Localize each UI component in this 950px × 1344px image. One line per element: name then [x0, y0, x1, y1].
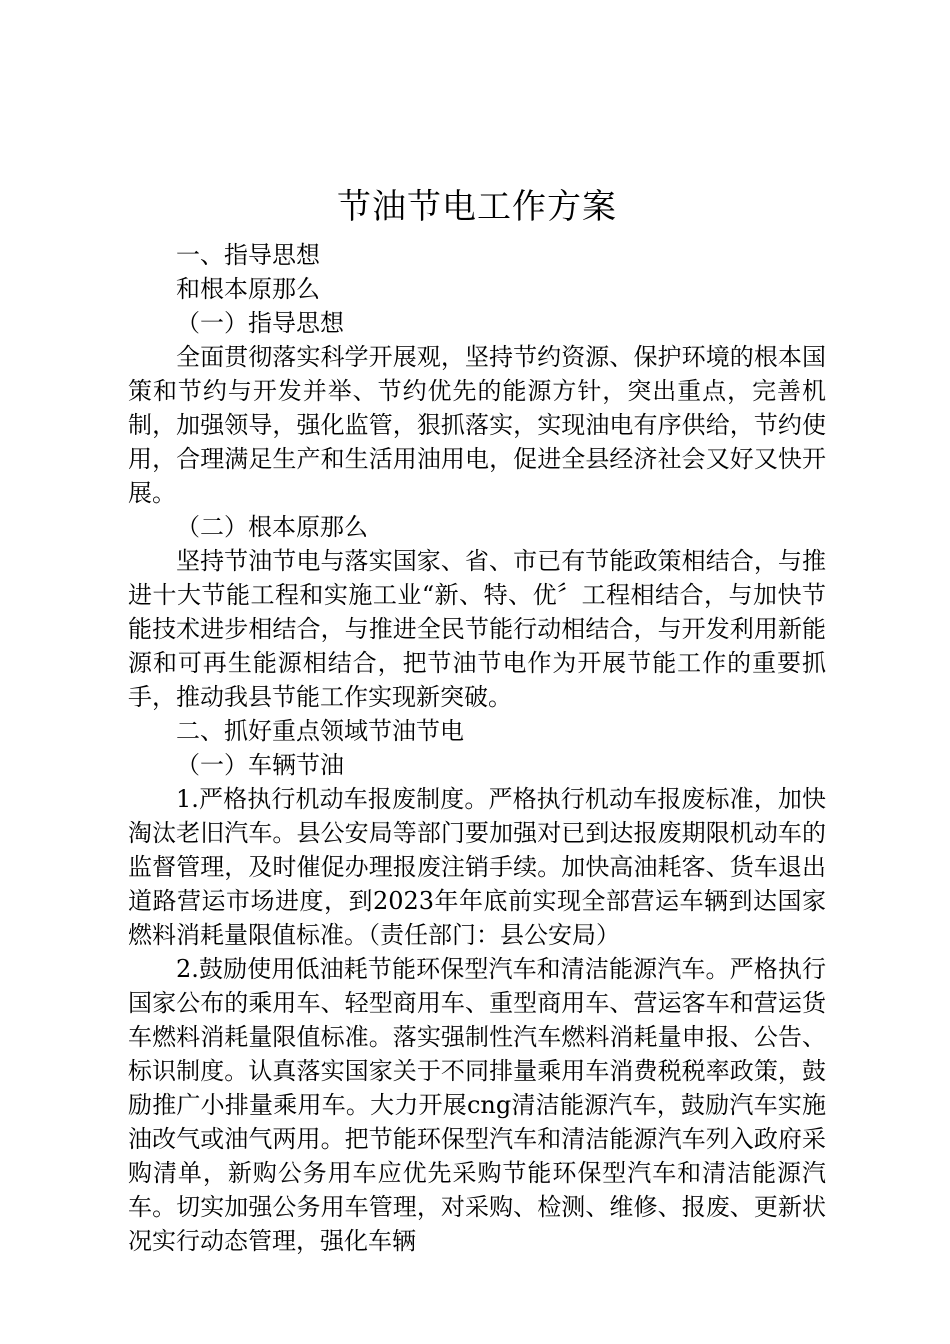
- document-page: [128, 182, 826, 1258]
- subsection-heading-guiding-ideology: （一）指导思想: [176, 309, 344, 337]
- paragraph-guiding-ideology: 全面贯彻落实科学开展观，坚持节约资源、保护环境的根本国策和节约与开发并举、节约优先的能源方针，突出重点，完善机制，加强领导，强化监管，狠抓落实，实现油电有序供给，节约使用，合理满足生产和生活用油用电，促进全县经济社会又好又快开展。: [128, 343, 826, 507]
- section-heading-key-areas: 二、抓好重点领域节油节电: [176, 717, 464, 745]
- section-heading-basic-principles: 和根本原那么: [176, 275, 320, 303]
- subsection-heading-vehicle-fuel-saving: （一）车辆节油: [176, 751, 344, 779]
- section-heading-guiding-ideology: 一、指导思想: [176, 241, 320, 269]
- paragraph-basic-principles: 坚持节油节电与落实国家、省、市已有节能政策相结合，与推进十大节能工程和实施工业“新、特、优〞工程相结合，与加快节能技术进步相结合，与推进全民节能行动相结合，与开发利用新能源和可再生能源相结合，把节油节电作为开展节能工作的重要抓手，推动我县节能工作实现新突破。: [128, 547, 826, 711]
- paragraph-item-2: 2.鼓励使用低油耗节能环保型汽车和清洁能源汽车。严格执行国家公布的乘用车、轻型商用车、重型商用车、营运客车和营运货车燃料消耗量限值标准。落实强制性汽车燃料消耗量申报、公告、标识制度。认真落实国家关于不同排量乘用车消费税税率政策，鼓励推广小排量乘用车。大力开展cng清洁能源汽车，鼓励汽车实施油改气或油气两用。把节能环保型汽车和清洁能源汽车列入政府采购清单，新购公务用车应优先采购节能环保型汽车和清洁能源汽车。切实加强公务用车管理，对采购、检测、维修、报废、更新状况实行动态管理，强化车辆: [128, 955, 826, 1255]
- document-title: 节油节电工作方案: [337, 187, 617, 227]
- paragraph-item-1: 1.严格执行机动车报废制度。严格执行机动车报废标准，加快淘汰老旧汽车。县公安局等部门要加强对已到达报废期限机动车的监督管理，及时催促办理报废注销手续。加快高油耗客、货车退出道路营运市场进度，到2023年年底前实现全部营运车辆到达国家燃料消耗量限值标准。（责任部门：县公安局）: [128, 785, 826, 949]
- subsection-heading-basic-principles: （二）根本原那么: [176, 513, 368, 541]
